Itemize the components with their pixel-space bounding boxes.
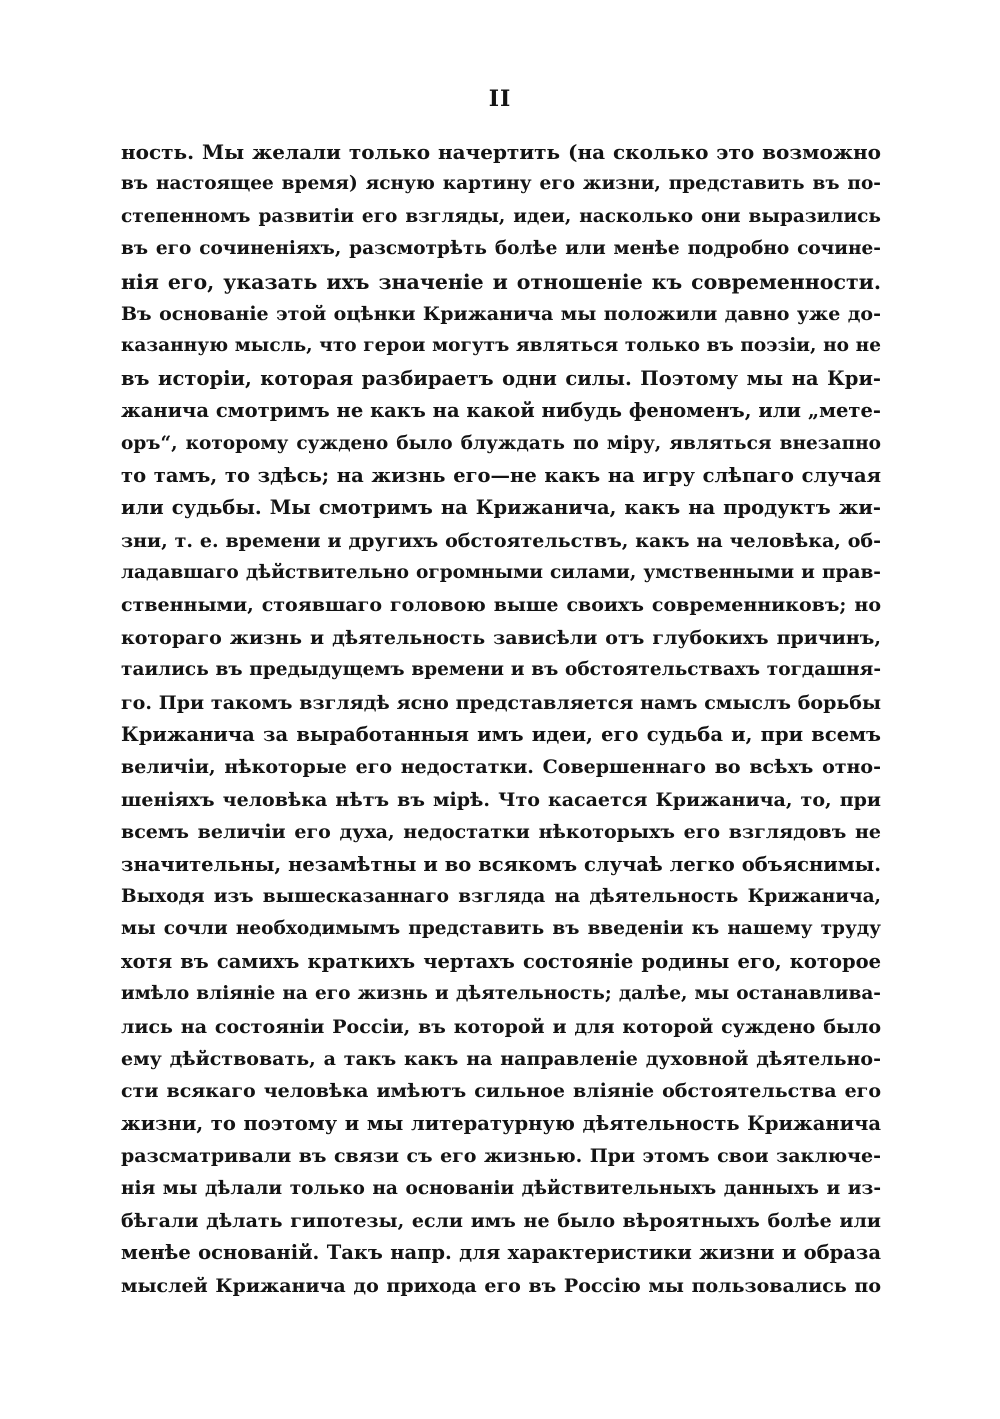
- text-line: хотя въ самихъ краткихъ чертахъ состояніе родины его, которое: [121, 949, 881, 973]
- text-line: ственными, стоявшаго головою выше своихъ современниковъ; но: [121, 594, 881, 617]
- text-line: ладавшаго дѣйствительно огромными силами, умственными и прав-: [121, 562, 881, 584]
- text-line: значительны, незамѣтны и во всякомъ случаѣ легко объяснимы.: [121, 852, 881, 876]
- text-line: Крижанича за выработанныя имъ идеи, его судьба и, при всемъ: [121, 723, 881, 747]
- text-line: имѣло вліяніе на его жизнь и дѣятельность; далѣе, мы останавлива-: [121, 983, 881, 1005]
- text-line: мыслей Крижанича до прихода его въ Россію мы пользовались по: [121, 1274, 881, 1297]
- body-text: [121, 136, 881, 1302]
- text-line: таились въ предыдущемъ времени и въ обстоятельствахъ тогдашня-: [121, 659, 881, 681]
- text-line: Выходя изъ вышесказаннаго взгляда на дѣятельность Крижанича,: [121, 885, 881, 907]
- text-line: нія его, указать ихъ значеніе и отношеніе къ современности.: [121, 269, 881, 294]
- page-number: II: [488, 86, 512, 112]
- text-line: лись на состояніи Россіи, въ которой и для которой суждено было: [121, 1015, 881, 1038]
- text-line: въ исторіи, которая разбираетъ одни силы. Поэтому мы на Кри-: [121, 366, 881, 390]
- text-line: жанича смотримъ не какъ на какой нибудь феноменъ, или „мете-: [121, 399, 881, 423]
- text-line: котораго жизнь и дѣятельность зависѣли отъ глубокихъ причинъ,: [121, 626, 881, 649]
- text-line: ему дѣйствовать, а такъ какъ на направленіе духовной дѣятельно-: [121, 1047, 881, 1070]
- text-line: зни, т. е. времени и другихъ обстоятельствъ, какъ на человѣка, об-: [121, 529, 881, 552]
- text-line: ность. Мы желали только начертить (на сколько это возможно: [121, 140, 881, 164]
- text-line: Въ основаніе этой оцѣнки Крижанича мы положили давно уже до-: [121, 302, 881, 325]
- text-line: всемъ величіи его духа, недостатки нѣкоторыхъ его взглядовъ не: [121, 821, 881, 844]
- text-line: то тамъ, то здѣсь; на жизнь его—не какъ на игру слѣпаго случая: [121, 463, 881, 487]
- text-line: менѣе основаній. Такъ напр. для характеристики жизни и образа: [121, 1241, 881, 1265]
- text-line: оръ“, которому суждено было блуждать по міру, являться внезапно: [121, 432, 881, 454]
- text-line: сти всякаго человѣка имѣютъ сильное вліяніе обстоятельства его: [121, 1080, 881, 1103]
- text-line: разсматривали въ связи съ его жизнью. При этомъ свои заключе-: [121, 1145, 881, 1168]
- text-line: степенномъ развитіи его взгляды, идеи, насколько они выразились: [121, 205, 881, 227]
- text-line: шеніяхъ человѣка нѣтъ въ мірѣ. Что касается Крижанича, то, при: [121, 788, 881, 811]
- text-line: казанную мысль, что герои могутъ являться только въ поэзіи, но не: [121, 335, 881, 357]
- text-line: мы сочли необходимымъ представить въ введеніи къ нашему труду: [121, 918, 881, 940]
- text-line: величіи, нѣкоторые его недостатки. Совершеннаго во всѣхъ отно-: [121, 756, 881, 779]
- text-line: нія мы дѣлали только на основаніи дѣйствительныхъ данныхъ и из-: [121, 1177, 881, 1199]
- text-line: или судьбы. Мы смотримъ на Крижанича, какъ на продуктъ жи-: [121, 496, 881, 520]
- text-line: жизни, то поэтому и мы литературную дѣятельность Крижанича: [121, 1111, 881, 1135]
- text-line: го. При такомъ взглядѣ ясно представляется намъ смыслъ борьбы: [121, 691, 881, 714]
- text-line: бѣгали дѣлать гипотезы, если имъ не было вѣроятныхъ болѣе или: [121, 1209, 881, 1232]
- text-line: въ настоящее время) ясную картину его жизни, представить въ по-: [121, 173, 881, 195]
- text-line: въ его сочиненіяхъ, разсмотрѣть болѣе или менѣе подробно сочине-: [121, 238, 881, 260]
